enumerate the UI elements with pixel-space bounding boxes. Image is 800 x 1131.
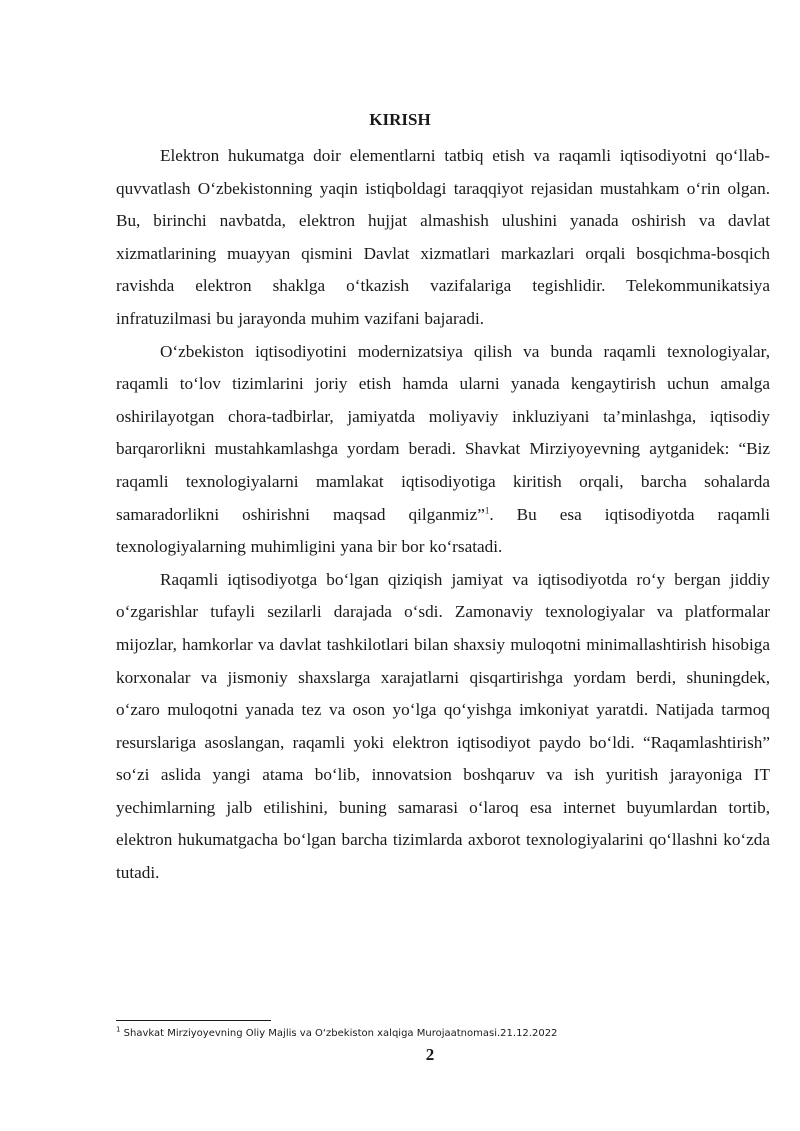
paragraph-3: Raqamli iqtisodiyotga bo‘lgan qiziqish jamiyat va iqtisodiyotda ro‘y bergan jiddiy o‘zgarishlar tufayli sezilarli darajada o‘sdi. Zamonaviy texnologiyalar va platformalar mijozlar, hamkorlar va davlat tashkilotlari bilan shaxsiy muloqotni minimallashtirish hisobiga korxonalar va jismoniy shaxslarga xarajatlarni qisqartirishga yordam berdi, shuningdek, o‘zaro muloqotni yanada tez va oson yo‘lga qo‘yishga imkoniyat yaratdi. Natijada tarmoq resurslariga asoslangan, raqamli yoki elektron iqtisodiyot paydo bo‘ldi. “Raqamlashtirish” so‘zi aslida yangi atama bo‘lib, innovatsion boshqaruv va ish yuritish jarayoniga IT yechimlarning jalb etilishini, buning samarasi o‘laroq esa internet buyumlardan tortib, elektron hukumatgacha bo‘lgan barcha tizimlarda axborot texnologiyalarini qo‘llashni ko‘zda tutadi. bbox=[116, 569, 770, 883]
footnote bbox=[116, 1027, 776, 1041]
paragraph-2 bbox=[116, 336, 770, 564]
footnote-text: Shavkat Mirziyoyevning Oliy Majlis va O‘zbekiston xalqiga Murojaatnomasi.21.12.2022 bbox=[120, 1028, 558, 1039]
paragraph-2-text-continued: . Bu esa iqtisodiyotda raqamli texnologiyalarning muhimligini yana bir bor ko‘rsatadi. bbox=[116, 504, 770, 557]
footnote-reference[interactable]: 1 bbox=[484, 504, 490, 515]
paragraph-2-text: O‘zbekiston iqtisodiyotini modernizatsiya qilish va bunda raqamli texnologiyalar, raqamli to‘lov tizimlarini joriy etish hamda ularni yanada kengaytirish uchun amalga oshirilayotgan chora-tadbirlar, jamiyatda moliyaviy inkluziyani ta’minlashga, iqtisodiy barqarorlikni mustahkamlashga yordam beradi. Shavkat Mirziyoyevning aytganidek: “Biz raqamli texnologiyalarni mamlakat iqtisodiyotiga kiritish orqali, barcha sohalarda samaradorlikni oshirishni maqsad qilganmiz” bbox=[116, 341, 770, 524]
section-title: KIRISH bbox=[369, 110, 431, 129]
paragraph-1: Elektron hukumatga doir elementlarni tatbiq etish va raqamli iqtisodiyotni qo‘llab-quvvatlash O‘zbekistonning yaqin istiqboldagi taraqqiyot rejasidan mustahkam o‘rin olgan. Bu, birinchi navbatda, elektron hujjat almashish ulushini yanada oshirish va davlat xizmatlarining muayyan qismini Davlat xizmatlari markazlari orqali bosqichma-bosqich ravishda elektron shaklga o‘tkazish vazifalariga tegishlidir. Telekommunikatsiya infratuzilmasi bu jarayonda muhim vazifani bajaradi. bbox=[116, 146, 770, 328]
footnote-number: 1 bbox=[116, 1025, 121, 1034]
page-number: 2 bbox=[425, 1045, 435, 1064]
footnote-separator bbox=[116, 1020, 271, 1021]
body-text bbox=[116, 140, 770, 890]
